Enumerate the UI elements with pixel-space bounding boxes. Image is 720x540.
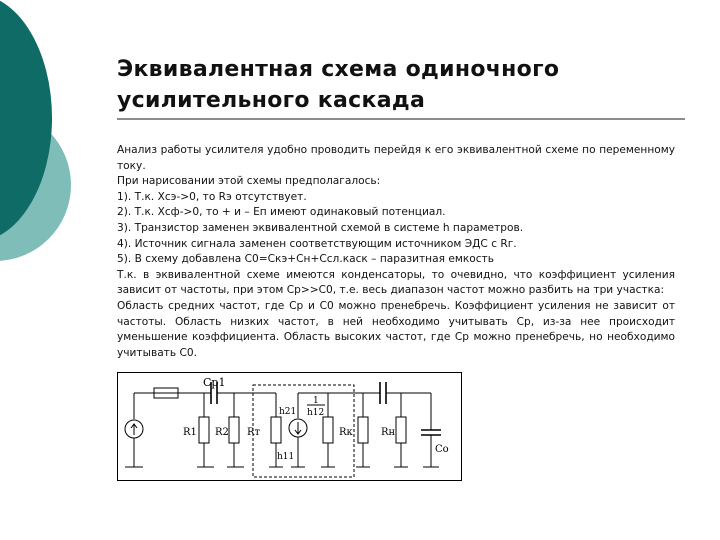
slide-title: Эквивалентная схема одиночного усилительного каскада	[117, 57, 560, 113]
paragraph: 1). Т.к. Хсэ->0, то Rэ отсутствует.	[117, 190, 307, 203]
paragraph: Т.к. в эквивалентной схеме имеются конденсаторы, то очевидно, что коэффициент усиления зависит от частоты, при этом Ср>>С0, т.е. весь диапазон частот можно разбить на три участка:	[117, 268, 675, 297]
label-r2: R2	[215, 427, 229, 438]
label-r1: R1	[183, 427, 197, 438]
resistor-rk	[358, 417, 368, 443]
label-rk: Rк	[339, 427, 353, 438]
resistor-rn	[396, 417, 406, 443]
resistor-r1	[199, 417, 209, 443]
equivalent-circuit-diagram	[117, 372, 463, 482]
label-one: 1	[313, 396, 319, 406]
label-c0: Co	[435, 444, 449, 455]
label-h12: h12	[307, 408, 325, 418]
title-divider	[117, 118, 685, 120]
label-rt: Rт	[247, 427, 261, 438]
label-rn: Rн	[381, 427, 396, 438]
decorative-circles	[0, 0, 100, 300]
paragraph: 5). В схему добавлена С0=Скэ+Сн+Ссл.каск – паразитная емкость	[117, 253, 494, 266]
label-cp1: Cp1	[203, 376, 226, 389]
paragraph: 3). Транзистор заменен эквивалентной схемой в системе h параметров.	[117, 221, 524, 234]
label-h21: h21	[279, 407, 297, 417]
paragraph: Анализ работы усилителя удобно проводить перейдя к его эквивалентной схеме по переменному току.	[117, 144, 675, 172]
paragraph: 4). Источник сигнала заменен соответствующим источником ЭДС с Rг.	[117, 237, 517, 250]
resistor-h11	[271, 417, 281, 443]
label-h11: h11	[277, 452, 295, 462]
paragraph: 2). Т.к. Хсф->0, то + и – Еп имеют одинаковый потенциал.	[117, 206, 446, 219]
paragraph: Область средних частот, где Ср и С0 можно пренебречь. Коэффициент усиления не зависит от частоты. Область низких частот, в ней необходимо учитывать Ср, из-за нее происходит уменьшение коэффициента. Область высоких частот, где Ср можно пренебречь, но необходимо учитывать С0.	[117, 299, 675, 359]
resistor-r2	[229, 417, 239, 443]
resistor-h12	[323, 417, 333, 443]
body-text	[117, 143, 675, 361]
paragraph: При нарисовании этой схемы предполагалось:	[117, 175, 381, 188]
